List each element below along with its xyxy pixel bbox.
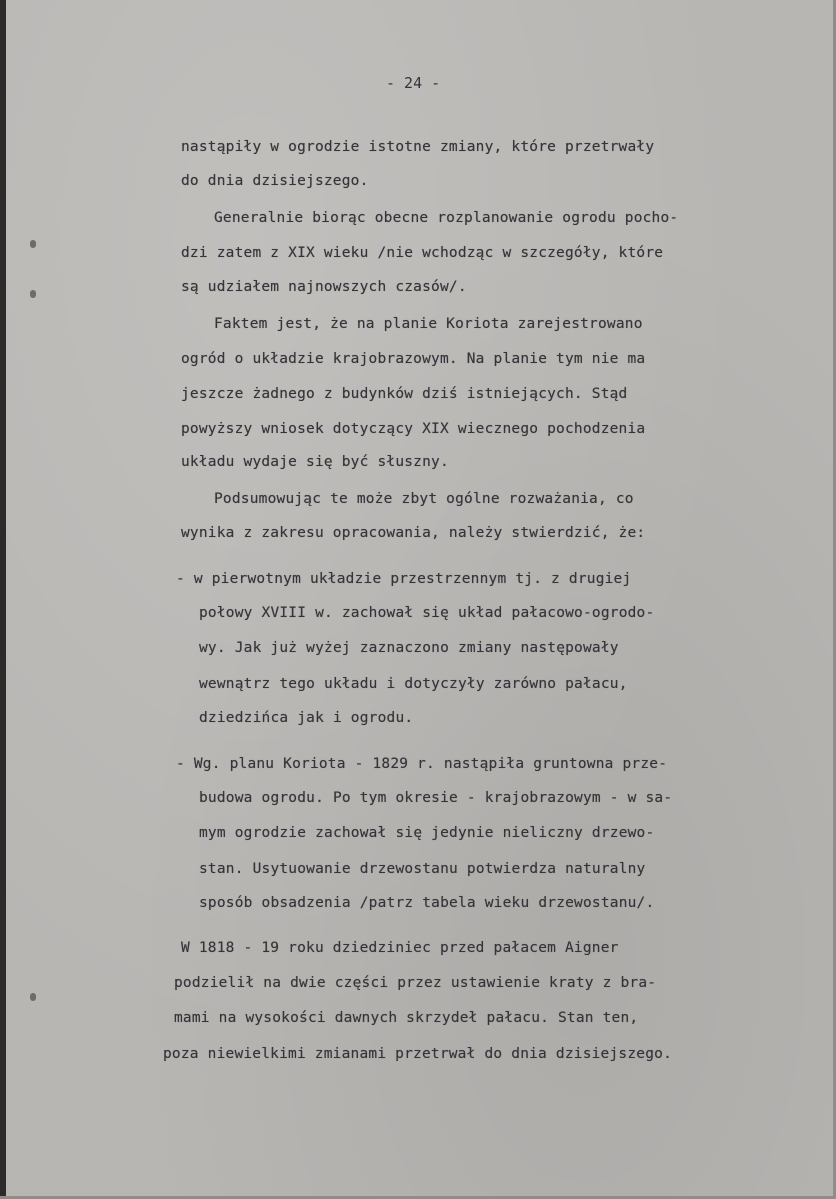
text-line: budowa ogrodu. Po tym okresie - krajobrazowym - w sa- xyxy=(199,790,673,806)
text-line: W 1818 - 19 roku dziedziniec przed pałacem Aigner xyxy=(181,940,619,956)
text-line: sposób obsadzenia /patrz tabela wieku drzewostanu/. xyxy=(199,895,655,911)
text-line: dzi zatem z XIX wieku /nie wchodząc w szczegóły, które xyxy=(181,245,664,261)
text-line: podzielił na dwie części przez ustawienie kraty z bra- xyxy=(174,975,657,991)
text-line: Faktem jest, że na planie Koriota zarejestrowano xyxy=(214,316,643,332)
text-line: do dnia dzisiejszego. xyxy=(181,173,369,189)
punch-hole-mark xyxy=(30,290,36,298)
text-line: - w pierwotnym układzie przestrzennym tj. z drugiej xyxy=(176,571,632,587)
text-line: poza niewielkimi zmianami przetrwał do dnia dzisiejszego. xyxy=(163,1046,672,1062)
text-line: stan. Usytuowanie drzewostanu potwierdza naturalny xyxy=(199,861,646,877)
text-line: powyższy wniosek dotyczący XIX wiecznego pochodzenia xyxy=(181,421,646,437)
text-line: mym ogrodzie zachował się jedynie nieliczny drzewo- xyxy=(199,825,655,841)
text-line: dziedzińca jak i ogrodu. xyxy=(199,710,414,726)
text-line: - Wg. planu Koriota - 1829 r. nastąpiła gruntowna prze- xyxy=(176,756,668,772)
text-line: wy. Jak już wyżej zaznaczono zmiany następowały xyxy=(199,640,619,656)
punch-hole-mark xyxy=(30,993,36,1001)
text-line: są udziałem najnowszych czasów/. xyxy=(181,279,467,295)
page-number: - 24 - xyxy=(386,74,441,92)
text-line: jeszcze żadnego z budynków dziś istniejących. Stąd xyxy=(181,386,628,402)
text-line: Podsumowując te może zbyt ogólne rozważania, co xyxy=(214,491,634,507)
text-line: Generalnie biorąc obecne rozplanowanie ogrodu pocho- xyxy=(214,210,679,226)
scan-left-edge xyxy=(0,0,6,1199)
text-line: mami na wysokości dawnych skrzydeł pałacu. Stan ten, xyxy=(174,1010,639,1026)
text-line: połowy XVIII w. zachował się układ pałacowo-ogrodo- xyxy=(199,605,655,621)
text-line: układu wydaje się być słuszny. xyxy=(181,454,449,470)
text-line: wynika z zakresu opracowania, należy stwierdzić, że: xyxy=(181,525,646,541)
text-line: ogród o układzie krajobrazowym. Na planie tym nie ma xyxy=(181,351,646,367)
punch-hole-mark xyxy=(30,240,36,248)
text-line: nastąpiły w ogrodzie istotne zmiany, które przetrwały xyxy=(181,139,655,155)
text-line: wewnątrz tego układu i dotyczyły zarówno pałacu, xyxy=(199,676,628,692)
